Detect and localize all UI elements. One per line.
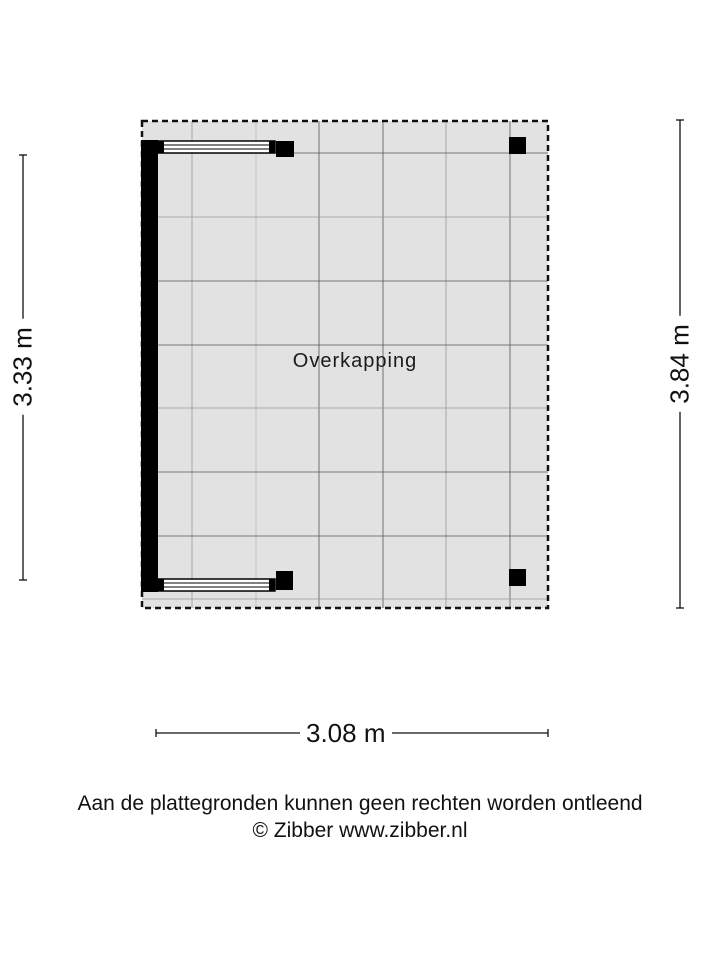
- window-bottom: [158, 579, 275, 591]
- wall-left: [141, 140, 158, 592]
- dimension-label-right: 3.84 m: [665, 316, 696, 412]
- column-bottom-middle: [276, 571, 293, 590]
- copyright-text: © Zibber www.zibber.nl: [252, 819, 468, 842]
- dimension-label-bottom: 3.08 m: [300, 718, 392, 749]
- disclaimer-text: Aan de plattegronden kunnen geen rechten worden ontleend: [77, 792, 643, 815]
- footer: [0, 790, 720, 844]
- column-top-middle: [276, 141, 294, 157]
- column-top-right: [509, 137, 526, 154]
- dimension-label-left: 3.33 m: [8, 319, 39, 415]
- window-top: [158, 141, 275, 153]
- room-label: Overkapping: [292, 350, 418, 372]
- column-bottom-right: [509, 569, 526, 586]
